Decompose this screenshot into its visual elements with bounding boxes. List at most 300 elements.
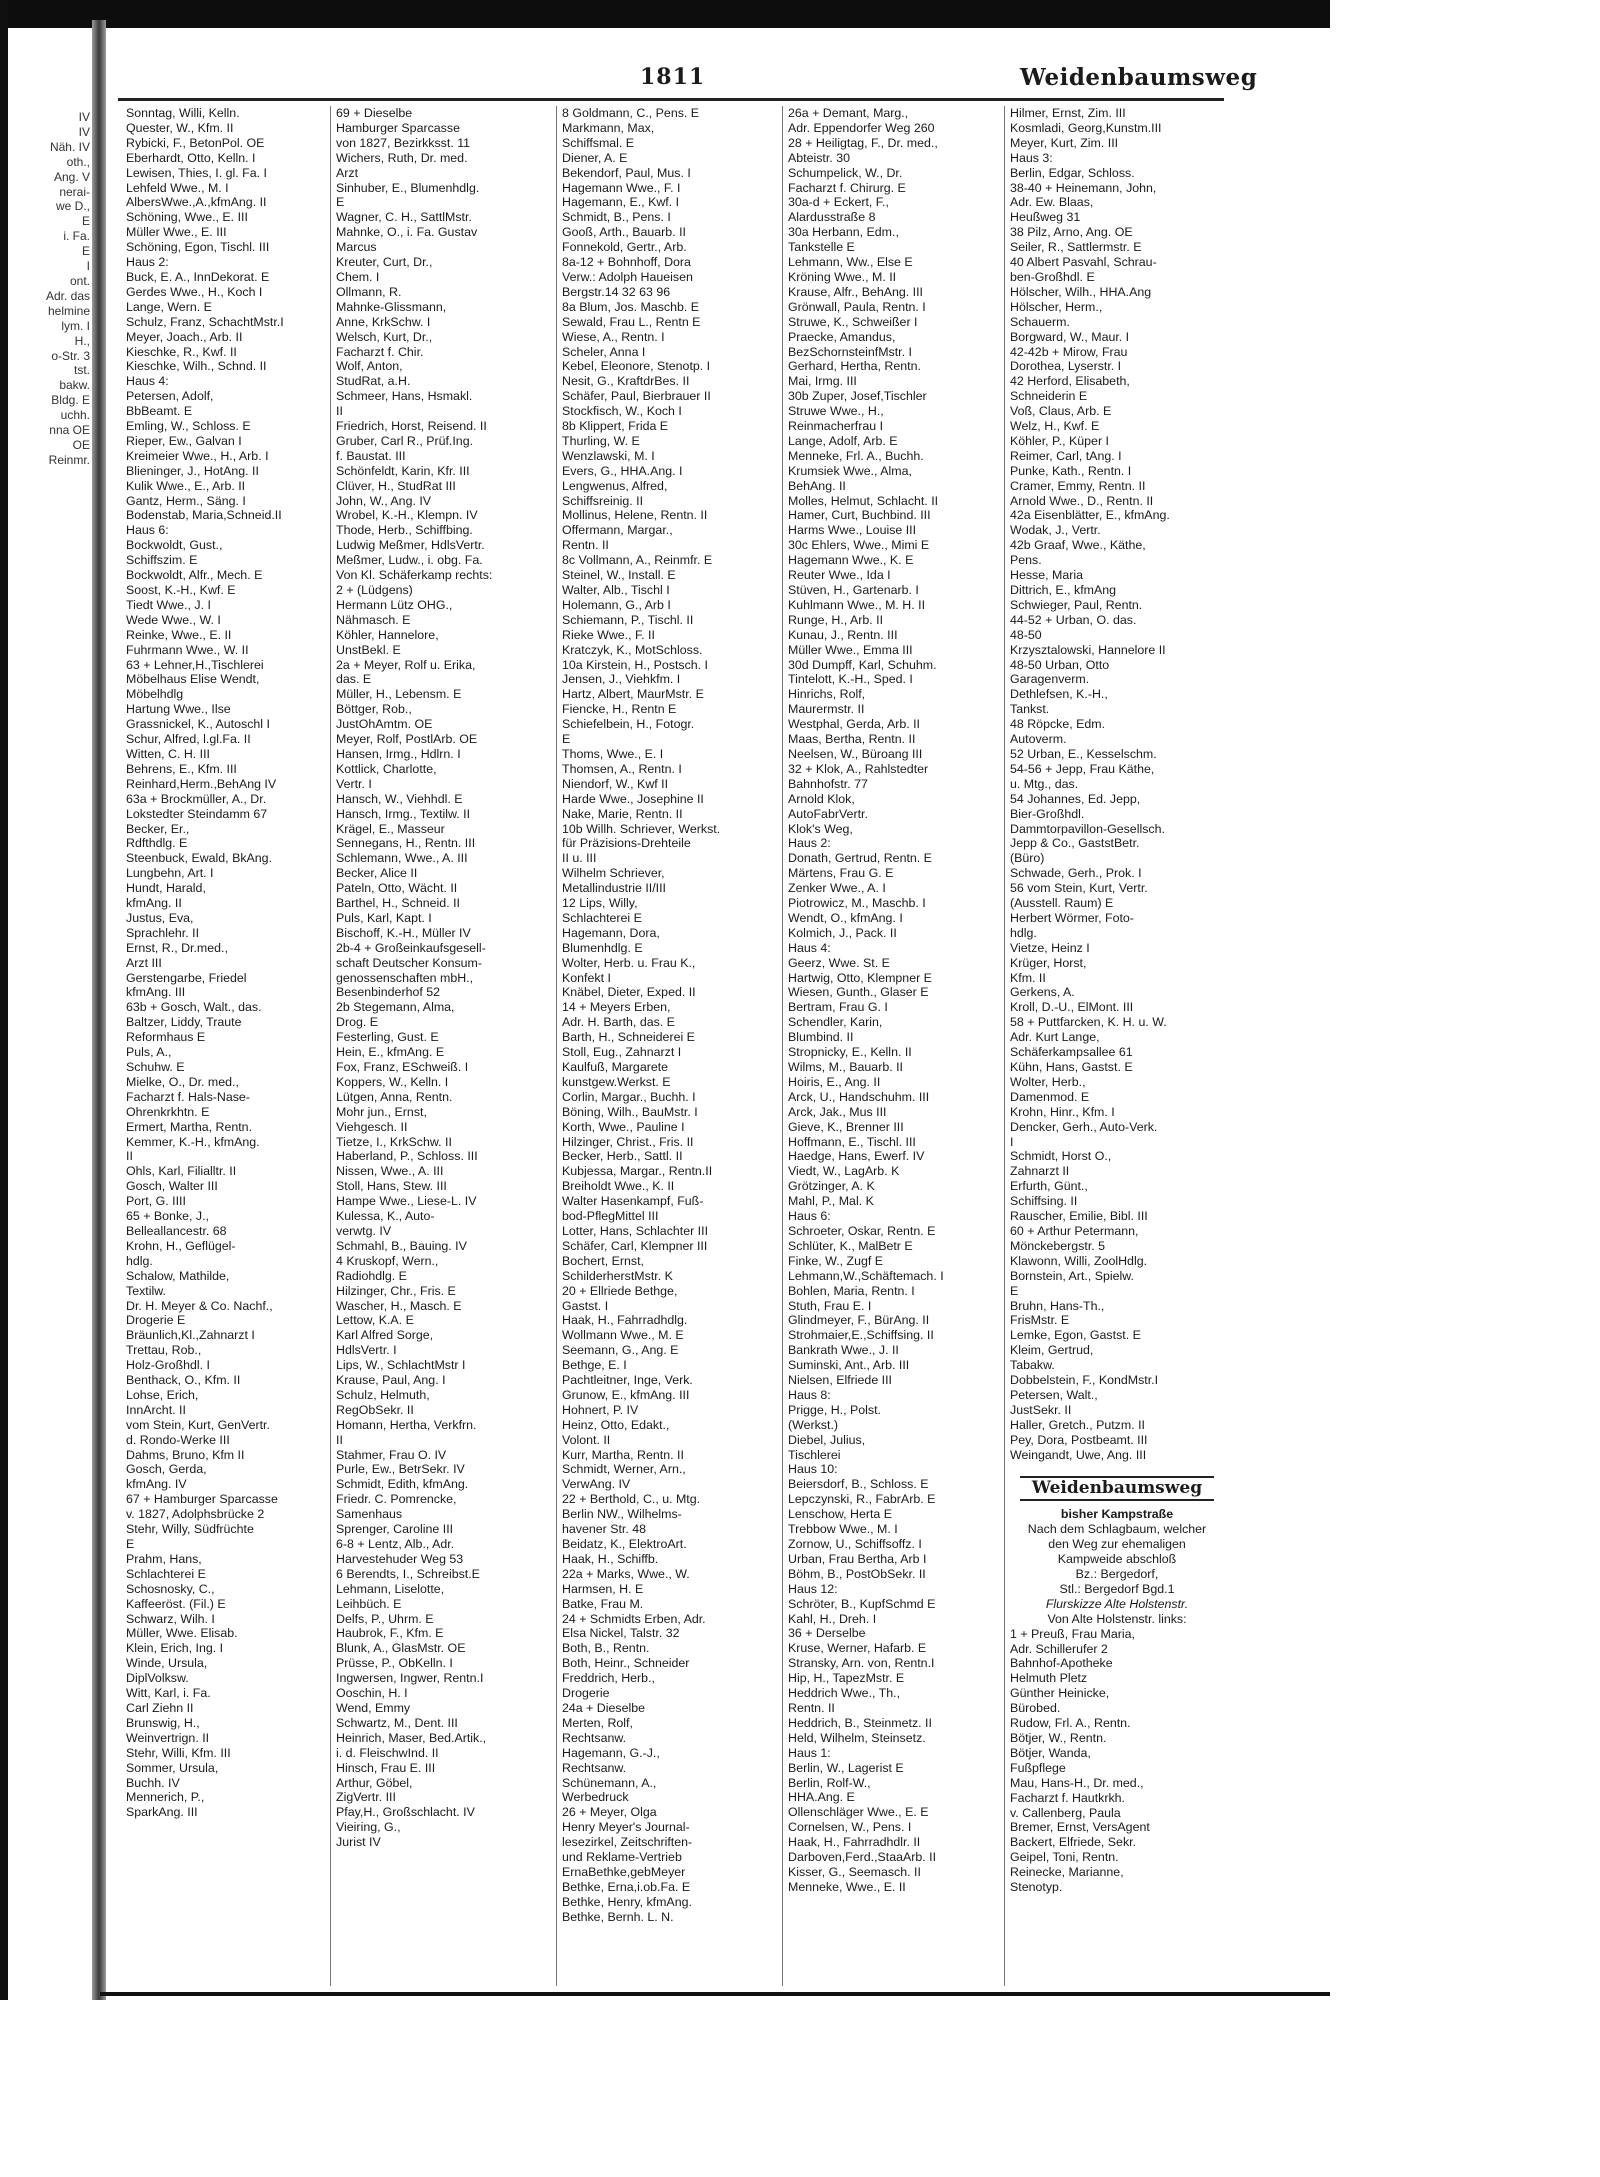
directory-entry: Schäfer, Carl, Klempner III [562, 1238, 708, 1253]
directory-entry: Hermann Lütz OHG., [336, 597, 453, 612]
street-section [1010, 1476, 1224, 1626]
directory-entry: 56 vom Stein, Kurt, Vertr. [1010, 881, 1148, 896]
directory-entry: Köhler, P., Küper I [1010, 433, 1109, 448]
directory-entry: Kemmer, K.-H., kfmAng. [126, 1134, 260, 1149]
directory-entry: Metallindustrie II/III [562, 881, 666, 896]
directory-entry: Suminski, Ant., Arb. III [788, 1358, 910, 1373]
directory-entry: Bahnhofstr. 77 [788, 776, 868, 791]
street-desc-3: Kampweide abschloß [1057, 1552, 1177, 1567]
directory-entry: Bischoff, K.-H., Müller IV [336, 925, 471, 940]
directory-entry: Mollinus, Helene, Rentn. II [562, 508, 708, 523]
directory-entry: 32 + Klok, A., Rahlstedter [788, 761, 929, 776]
directory-column-2 [336, 106, 550, 1986]
directory-entry: Nielsen, Elfriede III [788, 1373, 892, 1388]
previous-page-text: OE [72, 437, 90, 452]
directory-entry: Meyer, Joach., Arb. II [126, 329, 243, 344]
directory-entry: Sennegans, H., Rentn. III [336, 836, 476, 851]
directory-entry: Rdfthdlg. E [126, 836, 188, 851]
directory-entry: Mohr jun., Ernst, [336, 1104, 427, 1119]
directory-entry: Hohnert, P. IV [562, 1402, 639, 1417]
directory-entry: Witten, C. H. III [126, 746, 210, 761]
directory-entry: Bohlen, Maria, Rentn. I [788, 1283, 915, 1298]
directory-entry: Lewisen, Thies, I. gl. Fa. I [126, 165, 267, 180]
directory-entry: Arnold Wwe., D., Rentn. II [1010, 493, 1154, 508]
directory-entry: Dammtorpavillon-Gesellsch. [1010, 821, 1165, 836]
directory-entry: Drogerie [562, 1686, 610, 1701]
directory-entry: Wascher, H., Masch. E [336, 1298, 462, 1313]
directory-entry: Schumpelick, W., Dr. [788, 165, 903, 180]
directory-entry: 24a + Dieselbe [562, 1700, 646, 1715]
directory-entry: Bodenstab, Maria,Schneid.II [126, 508, 282, 523]
directory-entry: 8 Goldmann, C., Pens. E [562, 106, 700, 120]
directory-entry: Tischlerei [788, 1447, 841, 1462]
directory-entry: Radiohdlg. E [336, 1268, 407, 1283]
directory-entry: Kieschke, R., Kwf. II [126, 344, 237, 359]
directory-entry: 44-52 + Urban, O. das. [1010, 612, 1137, 627]
directory-entry: Schalow, Mathilde, [126, 1268, 230, 1283]
directory-entry: Petersen, Walt., [1010, 1387, 1098, 1402]
directory-entry: kfmAng. IV [126, 1477, 187, 1492]
directory-entry: v. 1827, Adolphsbrücke 2 [126, 1507, 265, 1522]
directory-entry: Brunswig, H., [126, 1715, 200, 1730]
directory-entry: Struwe Wwe., H., [788, 404, 884, 419]
directory-entry: Hamer, Curt, Buchbind. III [788, 508, 931, 523]
previous-page-text: IV [78, 124, 90, 139]
directory-entry: II [336, 1432, 343, 1447]
directory-entry: Garagenverm. [1010, 672, 1090, 687]
directory-entry: havener Str. 48 [562, 1522, 647, 1537]
directory-entry: Bockwoldt, Alfr., Mech. E [126, 568, 263, 583]
directory-entry: Bahnhof-Apotheke [1010, 1656, 1113, 1671]
directory-entry: schaft Deutscher Konsum- [336, 955, 482, 970]
directory-entry: Schlemann, Wwe., A. III [336, 851, 468, 866]
directory-entry: Seiler, R., Sattlermstr. E [1010, 240, 1142, 255]
directory-entry: Wilhelm Schriever, [562, 866, 665, 881]
directory-entry: Holemann, G., Arb I [562, 597, 671, 612]
directory-entry: 4 Kruskopf, Wern., [336, 1253, 439, 1268]
directory-entry: Korth, Wwe., Pauline I [562, 1119, 685, 1134]
directory-entry: AutoFabrVertr. [788, 806, 868, 821]
directory-entry: Herbert Wörmer, Foto- [1010, 910, 1134, 925]
directory-entry: 8a-12 + Bohnhoff, Dora [562, 255, 691, 270]
directory-entry: Schiffsing. II [1010, 1194, 1078, 1209]
directory-entry: Schlachterei E [562, 910, 642, 925]
directory-entry: Schulz, Franz, SchachtMstr.I [126, 314, 284, 329]
directory-entry: Gosch, Walter III [126, 1179, 218, 1194]
directory-column-1 [126, 106, 324, 1986]
directory-entry: genossenschaften mbH., [336, 970, 474, 985]
previous-page-text: nna OE [49, 423, 90, 438]
directory-entry: Alardusstraße 8 [788, 210, 876, 225]
directory-entry: Reuter Wwe., Ida I [788, 568, 891, 583]
directory-entry: Adr. H. Barth, das. E [562, 1015, 675, 1030]
directory-entry: 54-56 + Jepp, Frau Käthe, [1010, 761, 1155, 776]
directory-entry: Schäfer, Paul, Bierbrauer II [562, 389, 711, 404]
directory-entry: Wolf, Anton, [336, 359, 403, 374]
directory-entry: Hundt, Harald, [126, 881, 206, 896]
directory-entry: DiplVolksw. [126, 1671, 189, 1686]
directory-entry: 42 Herford, Elisabeth, [1010, 374, 1130, 389]
previous-page-text: I [86, 259, 90, 274]
directory-entry: Elsa Nickel, Talstr. 32 [562, 1626, 680, 1641]
directory-entry: Runge, H., Arb. II [788, 612, 884, 627]
directory-entry: Kühn, Hans, Gastst. E [1010, 1060, 1133, 1074]
directory-entry: Hoffmann, E., Tischl. III [788, 1134, 916, 1149]
directory-entry: Ermert, Martha, Rentn. [126, 1119, 253, 1134]
directory-entry: UnstBekl. E [336, 642, 401, 657]
directory-entry: Hartz, Albert, MaurMstr. E [562, 687, 704, 702]
directory-entry: Dahms, Bruno, Kfm II [126, 1447, 245, 1462]
directory-entry: Haak, H., Schiffb. [562, 1551, 659, 1566]
directory-entry: Lehmann, Liselotte, [336, 1581, 445, 1596]
directory-entry: Krohn, H., Geflügel- [126, 1238, 236, 1253]
directory-entry: Ludwig Meßmer, HdlsVertr. [336, 538, 485, 553]
previous-page-text: we D., [55, 199, 90, 214]
directory-entry: Schosnosky, C., [126, 1581, 215, 1596]
directory-entry: Stuth, Frau E. I [788, 1298, 872, 1313]
directory-entry: 38 Pilz, Arno, Ang. OE [1010, 225, 1133, 240]
directory-entry: Pens. [1010, 553, 1042, 568]
directory-entry: 30d Dumpff, Karl, Schuhm. [788, 657, 937, 672]
directory-entry: Müller Wwe., E. III [126, 225, 227, 240]
directory-entry: 1 + Preuß, Frau Maria, [1010, 1626, 1135, 1641]
column-divider [1004, 106, 1005, 1986]
directory-entry: Gerstengarbe, Friedel [126, 970, 247, 985]
directory-entry: Backert, Elfriede, Sekr. [1010, 1835, 1137, 1850]
directory-entry: Bochert, Ernst, [562, 1253, 644, 1268]
directory-entry: Urban, Frau Bertha, Arb I [788, 1551, 927, 1566]
previous-page-text: Näh. IV [49, 139, 90, 154]
directory-entry: Sprachlehr. II [126, 925, 200, 940]
directory-entry: Viedt, W., LagArb. K [788, 1164, 900, 1179]
directory-entry: Seemann, G., Ang. E [562, 1343, 679, 1358]
previous-page-fragment [0, 110, 90, 1910]
directory-entry: Heddrich, B., Steinmetz. II [788, 1715, 932, 1730]
previous-page-text: i. Fa. [63, 229, 90, 244]
directory-entry: Schäferkampsallee 61 [1010, 1045, 1133, 1060]
directory-entry: Böning, Wilh., BauMstr. I [562, 1104, 698, 1119]
directory-entry: Schmeer, Hans, Hsmakl. [336, 389, 473, 404]
directory-entry: Lepczynski, R., FabrArb. E [788, 1492, 936, 1507]
directory-entry: John, W., Ang. IV [336, 493, 432, 508]
directory-entry: Benthack, O., Kfm. II [126, 1373, 241, 1388]
directory-entry: Eberhardt, Otto, Kelln. I [126, 150, 256, 165]
directory-entry: Homann, Hertha, Verkfrn. [336, 1417, 477, 1432]
directory-entry: 2b-4 + Großeinkaufsgesell- [336, 940, 486, 955]
directory-entry: 6 Berendts, I., Schreibst.E [336, 1566, 480, 1581]
directory-entry: Hölscher, Wilh., HHA.Ang [1010, 284, 1152, 299]
directory-entry: Grönwall, Paula, Rentn. I [788, 299, 926, 314]
directory-entry: Schöning, Wwe., E. III [126, 210, 248, 225]
directory-entry: Dorothea, Lyserstr. I [1010, 359, 1122, 374]
directory-entry: Haubrok, F., Kfm. E [336, 1626, 444, 1641]
directory-entry: Gerkens, A. [1010, 985, 1075, 1000]
directory-entry: Kreuter, Curt, Dr., [336, 255, 433, 270]
directory-entry: Lenschow, Herta E [788, 1507, 893, 1522]
directory-entry: Trettau, Rob., [126, 1343, 202, 1358]
directory-entry: Günther Heinicke, [1010, 1686, 1110, 1701]
directory-entry: Hoiris, E., Ang. II [788, 1074, 881, 1089]
directory-entry: Sonntag, Willi, Kelln. [126, 106, 240, 120]
directory-entry: Wendt, O., kfmAng. I [788, 910, 903, 925]
directory-entry: Maas, Bertha, Rentn. II [788, 732, 916, 747]
directory-entry: Wichers, Ruth, Dr. med. [336, 150, 468, 165]
directory-entry: Schönfeldt, Karin, Kfr. III [336, 463, 470, 478]
directory-entry: Vertr. I [336, 776, 372, 791]
directory-entry: Berlin NW., Wilhelms- [562, 1507, 682, 1522]
directory-entry: Berlin, W., Lagerist E [788, 1760, 904, 1775]
directory-entry: Wede Wwe., W. I [126, 612, 221, 627]
directory-entry: Hansen, Irmg., Hdlrn. I [336, 746, 461, 761]
directory-entry: Karl Alfred Sorge, [336, 1328, 434, 1343]
directory-entry: Sprenger, Caroline III [336, 1522, 454, 1537]
directory-entry: Heinz, Otto, Edakt., [562, 1417, 670, 1432]
directory-entry: Prigge, H., Polst. [788, 1402, 881, 1417]
directory-entry: Strohmaier,E.,Schiffsing. II [788, 1328, 934, 1343]
directory-entry: Kreimeier Wwe., H., Arb. I [126, 448, 269, 463]
directory-entry: Stenotyp. [1010, 1880, 1063, 1895]
directory-entry: Haus 10: [788, 1462, 838, 1477]
header-rule [118, 98, 1224, 101]
directory-entry: RegObSekr. II [336, 1402, 414, 1417]
directory-entry: Hartung Wwe., Ilse [126, 702, 231, 717]
directory-entry: Hilzinger, Chr., Fris. E [336, 1283, 456, 1298]
directory-entry: Erfurth, Günt., [1010, 1179, 1088, 1194]
directory-entry: Bethge, E. I [562, 1358, 627, 1373]
directory-entry: Borgward, W., Maur. I [1010, 329, 1130, 344]
directory-entry: Stahmer, Frau O. IV [336, 1447, 447, 1462]
directory-entry: Diebel, Julius, [788, 1432, 866, 1447]
directory-entry: Wiese, A., Rentn. I [562, 329, 665, 344]
directory-entry: Baltzer, Liddy, Traute [126, 1015, 242, 1030]
directory-entry: Von Kl. Schäferkamp rechts: [336, 568, 493, 583]
directory-entry: Marcus [336, 240, 377, 255]
directory-entry: Lohse, Erich, [126, 1387, 199, 1402]
directory-entry: Viehgesch. II [336, 1119, 408, 1134]
directory-entry: Klok's Weg, [788, 821, 853, 836]
directory-entry: E [336, 195, 345, 210]
directory-entry: Gastst. I [562, 1298, 609, 1313]
directory-entry: Krüger, Horst, [1010, 955, 1087, 970]
directory-entry: Ollenschläger Wwe., E. E [788, 1805, 929, 1820]
directory-entry: Haus 6: [788, 1209, 831, 1224]
directory-entry: Bürobed. [1010, 1701, 1061, 1716]
directory-entry: Krumsiek Wwe., Alma, [788, 463, 912, 478]
directory-entry: 52 Urban, E., Kesselschm. [1010, 746, 1157, 761]
directory-entry: 48 Röpcke, Edm. [1010, 717, 1106, 732]
directory-entry: Darboven,Ferd.,StaaArb. II [788, 1850, 937, 1865]
directory-entry: Heddrich Wwe., Th., [788, 1686, 901, 1701]
directory-entry: Hansch, W., Viehhdl. E [336, 791, 463, 806]
directory-entry: Facharzt f. Chir. [336, 344, 424, 359]
directory-entry: Thoms, Wwe., E. I [562, 746, 664, 761]
directory-entry: Friedrich, Horst, Reisend. II [336, 419, 487, 434]
directory-entry: Rieper, Ew., Galvan I [126, 433, 242, 448]
previous-page-text: E [81, 214, 90, 229]
directory-entry: für Präzisions-Drehteile [562, 836, 691, 851]
directory-entry: E [126, 1537, 135, 1551]
directory-entry: hdlg. [1010, 925, 1037, 940]
directory-entry: Zornow, U., Schiffsoffz. I [788, 1537, 922, 1551]
directory-entry: Haedge, Hans, Ewerf. IV [788, 1149, 925, 1164]
directory-entry: Bankrath Wwe., J. II [788, 1343, 899, 1358]
directory-entry: Bethke, Henry, kfmAng. [562, 1894, 692, 1909]
directory-entry: Reimer, Carl, tAng. I [1010, 448, 1122, 463]
directory-entry: Rechtsanw. [562, 1730, 627, 1745]
directory-entry: Bergstr.14 32 63 96 [562, 284, 671, 299]
directory-entry: Harvestehuder Weg 53 [336, 1551, 464, 1566]
directory-entry: Samenhaus [336, 1507, 403, 1522]
directory-entry: Cramer, Emmy, Rentn. II [1010, 478, 1146, 493]
street-section-title: Weidenbaumsweg [1020, 1476, 1214, 1501]
directory-entry: Wollmann Wwe., M. E [562, 1328, 684, 1343]
page-bottom-edge [100, 1992, 1330, 1996]
directory-entry: Fiencke, H., Rentn E [562, 702, 677, 717]
directory-entry: Haus 4: [126, 374, 169, 389]
directory-entry: Port, G. IIII [126, 1194, 186, 1209]
directory-entry: Neelsen, W., Büroang III [788, 746, 923, 761]
directory-entry: Sommer, Ursula, [126, 1760, 219, 1775]
directory-entry: vom Stein, Kurt, GenVertr. [126, 1417, 270, 1432]
column-divider [330, 106, 331, 1986]
directory-entry: Schöning, Egon, Tischl. III [126, 240, 270, 255]
directory-entry: VerwAng. IV [562, 1477, 631, 1492]
directory-entry: Hölscher, Herm., [1010, 299, 1103, 314]
directory-entry: Purle, Ew., BetrSekr. IV [336, 1462, 465, 1477]
directory-entry: Meyer, Kurt, Zim. III [1010, 135, 1119, 150]
directory-entry: Hagemann, G.-J., [562, 1745, 660, 1760]
directory-entry: 22 + Berthold, C., u. Mtg. [562, 1492, 701, 1507]
directory-entry: StudRat, a.H. [336, 374, 411, 389]
directory-entry: Blumenhdlg. E [562, 940, 643, 955]
directory-entry: Stehr, Willi, Kfm. III [126, 1745, 231, 1760]
directory-entry: Damenmod. E [1010, 1089, 1090, 1104]
directory-entry: Stüven, H., Gartenarb. I [788, 583, 919, 597]
directory-entry: Kroll, D.-U., ElMont. III [1010, 1000, 1134, 1015]
directory-entry: Both, B., Rentn. [562, 1641, 650, 1656]
directory-entry: Bekendorf, Paul, Mus. I [562, 165, 691, 180]
directory-entry: Steinel, W., Install. E [562, 568, 676, 583]
directory-entry: (Büro) [1010, 851, 1045, 866]
directory-entry: Kebel, Eleonore, Stenotp. I [562, 359, 711, 374]
directory-entry: Haberland, P., Schloss. III [336, 1149, 478, 1164]
directory-entry: Schlachterei E [126, 1566, 206, 1581]
directory-entry: Lips, W., SchlachtMstr I [336, 1358, 466, 1373]
directory-entry: Schiffszim. E [126, 553, 198, 568]
directory-entry: Schauerm. [1010, 314, 1070, 329]
directory-entry: Kisser, G., Seemasch. II [788, 1864, 921, 1879]
directory-entry: Schröter, B., KupfSchmd E [788, 1596, 936, 1611]
directory-entry: Kubjessa, Margar., Rentn.II [562, 1164, 713, 1179]
directory-entry: (Ausstell. Raum) E [1010, 896, 1114, 911]
directory-entry: 10b Willh. Schriever, Werkst. [562, 821, 721, 836]
directory-entry: Evers, G., HHA.Ang. I [562, 463, 683, 478]
directory-entry: 8a Blum, Jos. Maschb. E [562, 299, 700, 314]
directory-entry: JustOhAmtm. OE [336, 717, 433, 732]
directory-entry: Schwade, Gerh., Prok. I [1010, 866, 1142, 881]
directory-entry: Lehmann,W.,Schäftemach. I [788, 1268, 944, 1283]
directory-entry: (Werkst.) [788, 1417, 839, 1432]
previous-page-text: H., [74, 333, 90, 348]
directory-entry: Nesit, G., KraftdrBes. II [562, 374, 690, 389]
directory-column-3 [562, 106, 776, 1986]
directory-entry: Diener, A. E [562, 150, 628, 165]
directory-entry: Menneke, Frl. A., Buchh. [788, 448, 924, 463]
directory-entry: 60 + Arthur Petermann, [1010, 1223, 1139, 1238]
directory-entry: lesezirkel, Zeitschriften- [562, 1835, 693, 1850]
directory-entry: Harde Wwe., Josephine II [562, 791, 704, 806]
directory-entry: Kfm. II [1010, 970, 1046, 985]
directory-entry: Stropnicky, E., Kelln. II [788, 1045, 912, 1060]
street-desc-2: den Weg zur ehemaligen [1048, 1537, 1186, 1552]
directory-entry: 20 + Ellriede Bethge, [562, 1283, 678, 1298]
directory-entry: Haus 12: [788, 1581, 838, 1596]
directory-entry: Bockwoldt, Gust., [126, 538, 223, 553]
directory-entry: Walter Hasenkampf, Fuß- [562, 1194, 704, 1209]
directory-entry: Merten, Rolf, [562, 1715, 633, 1730]
directory-entry: Kulessa, K., Auto- [336, 1209, 435, 1224]
directory-entry: E [562, 732, 571, 747]
directory-entry: Buchh. IV [126, 1775, 180, 1790]
directory-entry: Kunau, J., Rentn. III [788, 627, 898, 642]
directory-entry: Jensen, J., Viehkfm. I [562, 672, 681, 687]
directory-entry: Gruber, Carl R., Prüf.Ing. [336, 433, 474, 448]
directory-entry: Reinecke, Marianne, [1010, 1865, 1124, 1880]
directory-entry: AlbersWwe.,A.,kfmAng. II [126, 195, 267, 210]
directory-entry: Bötjer, W., Rentn. [1010, 1730, 1107, 1745]
directory-entry: Gantz, Herm., Säng. I [126, 493, 246, 508]
directory-entry: Sinhuber, E., Blumenhdlg. [336, 180, 480, 195]
directory-entry: Reformhaus E [126, 1030, 206, 1045]
page-street-heading: Weidenbaumsweg [1020, 64, 1258, 91]
directory-entry: Struwe, K., Schweißer I [788, 314, 918, 329]
directory-entry: Kosmladi, Georg,Kunstm.III [1010, 120, 1162, 135]
directory-entry: Tiedt Wwe., J. I [126, 597, 211, 612]
directory-entry: Kruse, Werner, Hafarb. E [788, 1641, 927, 1656]
directory-entry: Reinmacherfrau I [788, 419, 884, 434]
scan-top-border [0, 0, 1330, 28]
directory-entry: Maurermstr. II [788, 702, 865, 717]
directory-entry: Lokstedter Steindamm 67 [126, 806, 268, 821]
directory-entry: Lemke, Egon, Gastst. E [1010, 1328, 1141, 1343]
directory-entry: 2a + Meyer, Rolf u. Erika, [336, 657, 476, 672]
directory-entry: 42a Eisenblätter, E., kfmAng. [1010, 508, 1170, 523]
directory-entry: Punke, Kath., Rentn. I [1010, 463, 1132, 478]
directory-entry: Hagemann Wwe., F. I [562, 180, 681, 195]
directory-column-4 [788, 106, 998, 1986]
directory-entry: Chem. I [336, 269, 380, 284]
directory-entry: 12 Lips, Willy, [562, 896, 638, 911]
directory-entry: Dencker, Gerh., Auto-Verk. [1010, 1119, 1158, 1134]
directory-entry: Facharzt f. Hals-Nase- [126, 1089, 250, 1104]
previous-page-text: bakw. [59, 378, 90, 393]
directory-entry: Festerling, Gust. E [336, 1030, 439, 1045]
directory-entry: Reinhard,Herm.,BehAng IV [126, 776, 277, 791]
directory-entry: Nähmasch. E [336, 612, 411, 627]
directory-entry: Beidatz, K., ElektroArt. [562, 1537, 687, 1551]
directory-entry: Köhler, Hannelore, [336, 627, 439, 642]
directory-entry: 67 + Hamburger Sparcasse [126, 1492, 278, 1507]
directory-entry: Wrobel, K.-H., Klempn. IV [336, 508, 478, 523]
directory-entry: 22a + Marks, Wwe., W. [562, 1566, 690, 1581]
directory-entry: 38-40 + Heinemann, John, [1010, 180, 1157, 195]
directory-entry: kfmAng. III [126, 985, 186, 1000]
directory-entry: Schmidt, Edith, kfmAng. [336, 1477, 469, 1492]
previous-page-text: Ang. V [53, 169, 90, 184]
directory-entry: 14 + Meyers Erben, [562, 1000, 671, 1015]
directory-entry: Lengwenus, Alfred, [562, 478, 668, 493]
directory-entry: Arzt [336, 165, 359, 180]
